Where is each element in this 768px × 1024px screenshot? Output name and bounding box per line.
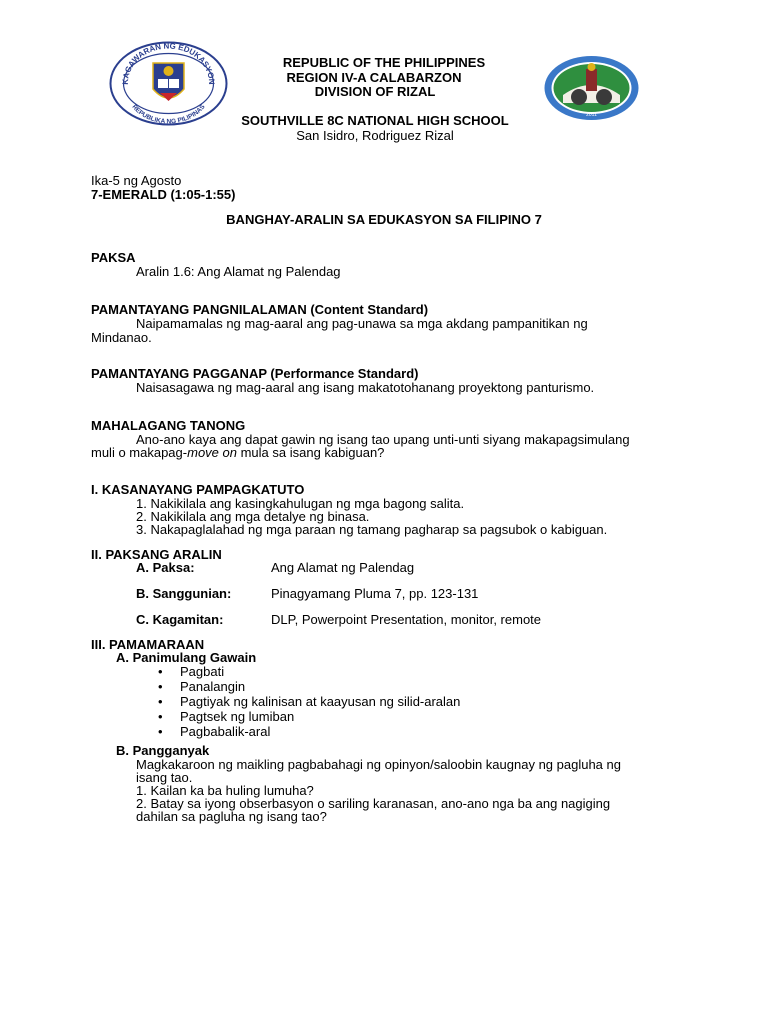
panimulang-gawain-heading: A. Panimulang Gawain — [116, 650, 257, 665]
subject-matter-row: A. Paksa: Ang Alamat ng Palendag — [136, 560, 415, 575]
lesson-date: Ika-5 ng Agosto — [91, 173, 182, 188]
header-school-address: San Isidro, Rodriguez Rizal — [296, 128, 454, 143]
header-school-name: SOUTHVILLE 8C NATIONAL HIGH SCHOOL — [241, 113, 509, 128]
subject-matter-row: B. Sanggunian: Pinagyamang Pluma 7, pp. 123-131 — [136, 586, 479, 601]
paksa-text: Aralin 1.6: Ang Alamat ng Palendag — [136, 264, 341, 279]
objective-item: 2. Nakikilala ang mga detalye ng binasa. — [136, 509, 370, 524]
procedure-heading: III. PAMAMARAAN — [91, 637, 205, 652]
objective-item: 3. Nakapaglalahad ng mga paraan ng tamang pagharap sa pagsubok o kabiguan. — [136, 522, 608, 537]
panimulang-gawain-list — [152, 664, 460, 739]
svg-text:KAGAWARAN NG EDUKASYON: KAGAWARAN NG EDUKASYON — [120, 41, 217, 85]
list-item: • Pagbati — [152, 664, 460, 679]
list-item: • Panalangin — [152, 679, 460, 694]
content-standard-line-1: Naipamamalas ng mag-aaral ang pag-unawa sa mga akdang pampanitikan ng — [136, 316, 588, 331]
move-on-phrase: move on — [187, 445, 237, 460]
pangganyak-question-2-line-2: dahilan sa pagluha ng isang tao? — [136, 809, 327, 824]
content-standard-line-2: Mindanao. — [91, 330, 152, 345]
performance-standard-heading: PAMANTAYANG PAGGANAP (Performance Standard) — [91, 366, 419, 381]
class-section: 7-EMERALD (1:05-1:55) — [91, 187, 236, 202]
pangganyak-heading: B. Pangganyak — [116, 743, 210, 758]
objectives-heading: I. KASANAYANG PAMPAGKATUTO — [91, 482, 305, 497]
svg-text:2011: 2011 — [586, 112, 597, 118]
performance-standard-text: Naisasagawa ng mag-aaral ang isang makatotohanang proyektong panturismo. — [136, 380, 595, 395]
paksa-heading: PAKSA — [91, 250, 136, 265]
essential-question-line-1: Ano-ano kaya ang dapat gawin ng isang tao upang unti-unti siyang makapagsimulang — [136, 432, 630, 447]
svg-text:REPUBLIKA NG PILIPINAS: REPUBLIKA NG PILIPINAS — [130, 103, 207, 126]
pangganyak-line-1: Magkakaroon ng maikling pagbabahagi ng opinyon/saloobin kaugnay ng pagluha ng — [136, 757, 621, 772]
objective-item: 1. Nakikilala ang kasingkahulugan ng mga bagong salita. — [136, 496, 465, 511]
content-standard-heading: PAMANTAYANG PANGNILALAMAN (Content Standard) — [91, 302, 429, 317]
essential-question-line-2: muli o makapag-move on mula sa isang kabiguan? — [91, 445, 385, 460]
header-region: REGION IV-A CALABARZON — [286, 70, 462, 85]
pangganyak-question-1: 1. Kailan ka ba huling lumuha? — [136, 783, 314, 798]
pangganyak-line-2: isang tao. — [136, 770, 193, 785]
list-item: • Pagtsek ng lumiban — [152, 709, 460, 724]
subject-matter-row: C. Kagamitan: DLP, Powerpoint Presentation, monitor, remote — [136, 612, 542, 627]
list-item: • Pagtiyak ng kalinisan at kaayusan ng silid-aralan — [152, 694, 460, 709]
header-division: DIVISION OF RIZAL — [314, 84, 436, 99]
school-seal-logo — [543, 55, 640, 121]
essential-question-heading: MAHALAGANG TANONG — [91, 418, 246, 433]
list-item: • Pagbabalik-aral — [152, 724, 460, 739]
subject-matter-heading: II. PAKSANG ARALIN — [91, 547, 222, 562]
pangganyak-question-2-line-1: 2. Batay sa iyong obserbasyon o sariling karanasan, ano-ano nga ba ang nagiging — [136, 796, 611, 811]
header-republic: REPUBLIC OF THE PHILIPPINES — [282, 55, 486, 70]
document-title: BANGHAY-ARALIN SA EDUKASYON SA FILIPINO 7 — [226, 212, 542, 227]
